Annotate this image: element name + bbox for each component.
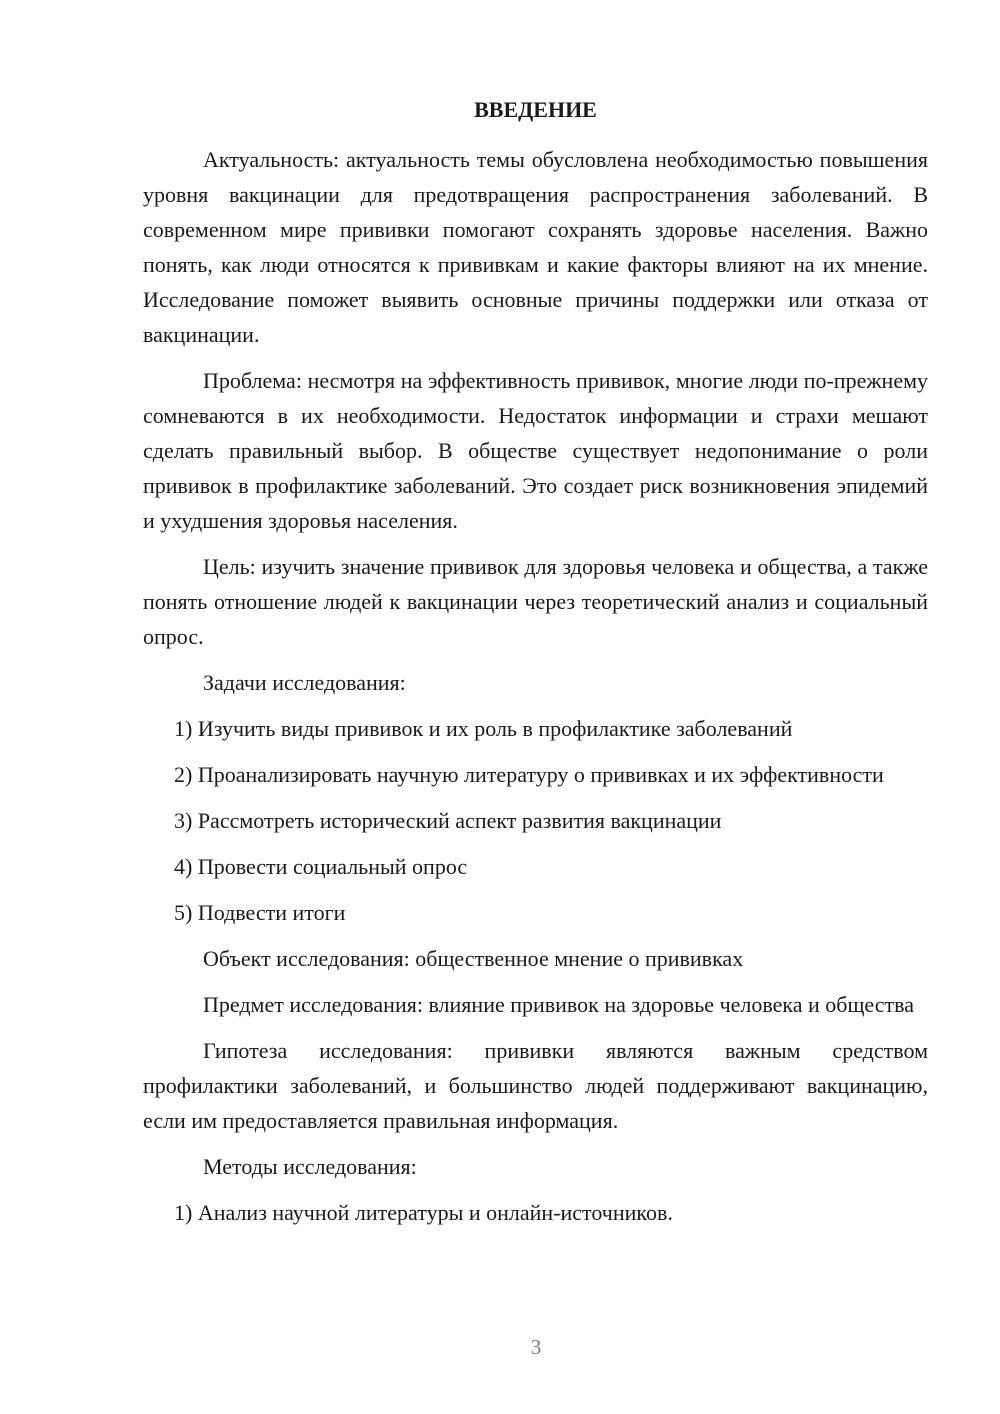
method-item-1: 1) Анализ научной литературы и онлайн-источников.	[174, 1200, 673, 1225]
page-number: 3	[530, 1335, 542, 1359]
section-title: ВВЕДЕНИЕ	[474, 97, 597, 122]
paragraph-goal: Цель: изучить значение прививок для здоровья человека и общества, а также понять отношение людей к вакцинации через теоретический анализ и социальный опрос.	[143, 554, 928, 649]
page-content	[143, 92, 928, 1241]
task-item-3: 3) Рассмотреть исторический аспект развития вакцинации	[174, 808, 722, 833]
tasks-heading: Задачи исследования:	[203, 670, 406, 695]
methods-heading: Методы исследования:	[203, 1154, 417, 1179]
task-item-5: 5) Подвести итоги	[174, 900, 346, 925]
paragraph-relevance: Актуальность: актуальность темы обусловлена необходимостью повышения уровня вакцинации для предотвращения распространения заболеваний. В современном мире прививки помогают сохранять здоровье населения. Важно понять, как люди относятся к прививкам и какие факторы влияют на их мнение. Исследование поможет выявить основные причины поддержки или отказа от вакцинации.	[143, 147, 928, 347]
paragraph-subject: Предмет исследования: влияние прививок на здоровье человека и общества	[203, 992, 914, 1017]
paragraph-problem: Проблема: несмотря на эффективность прививок, многие люди по-прежнему сомневаются в их необходимости. Недостаток информации и страхи мешают сделать правильный выбор. В обществе существует недопонимание о роли прививок в профилактике заболеваний. Это создает риск возникновения эпидемий и ухудшения здоровья населения.	[143, 368, 928, 533]
paragraph-hypothesis: Гипотеза исследования: прививки являются важным средством профилактики заболеваний, и большинство людей поддерживают вакцинацию, если им предоставляется правильная информация.	[143, 1038, 928, 1133]
task-item-2: 2) Проанализировать научную литературу о прививках и их эффективности	[174, 762, 884, 787]
paragraph-object: Объект исследования: общественное мнение о прививках	[203, 946, 744, 971]
task-item-4: 4) Провести социальный опрос	[174, 854, 468, 879]
task-item-1: 1) Изучить виды прививок и их роль в профилактике заболеваний	[174, 716, 793, 741]
